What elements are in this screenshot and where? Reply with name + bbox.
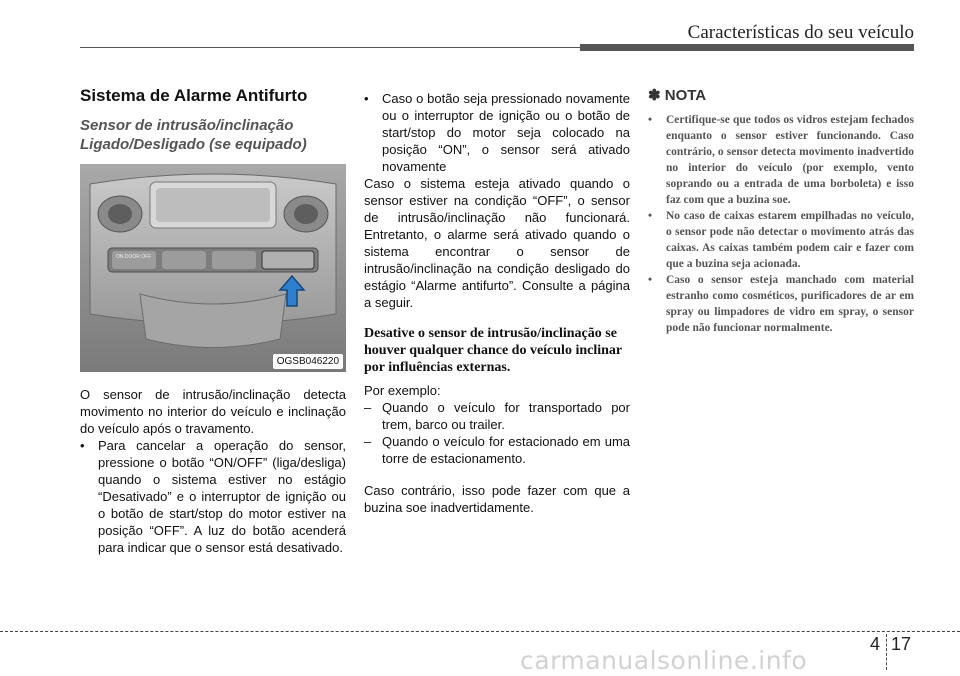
list-item-text: Caso o botão seja pressionado novamente ou o interruptor de ignição ou o botão de start/stop do motor seja colocado na posição “ON”, o sensor será ativado novamente [382, 91, 630, 174]
paragraph: Caso o sistema esteja ativado quando o sensor estiver na condição “OFF”, o sensor de intrusão/inclinação não funcionará. Entretanto, o alarme será ativado quando o sistema encontrar o sensor de intrusão/inclinação na condição desligado do estágio “Alarme antifurto”. Consulte a página a seguir. [364, 176, 630, 310]
list-item-text: Caso o sensor esteja manchado com material estranho como cosméticos, purificadores de ar em spray ou limpadores de vidro em spray, o sensor pode não funcionar normalmente. [666, 274, 914, 334]
watermark: carmanualsonline.info [520, 646, 808, 675]
list-item [364, 399, 630, 433]
list-item [80, 437, 346, 556]
intro-paragraph: O sensor de intrusão/inclinação detecta movimento no interior do veículo e inclinação do veículo após o travamento. [80, 387, 346, 436]
page-number-separator [886, 634, 887, 670]
column-3 [648, 86, 914, 336]
bullet-marker: • [364, 91, 369, 106]
dash-marker: – [364, 434, 372, 449]
header-title: Características do seu veículo [687, 22, 914, 43]
bullet-marker: • [648, 114, 653, 126]
column-1 [80, 86, 346, 556]
list-item [648, 208, 914, 272]
figure-code: OGSB046220 [273, 354, 343, 369]
section-subheading: Sensor de intrusão/inclinação Ligado/Desligado (se equipado) [80, 117, 307, 153]
list-item-text: No caso de caixas estarem empilhadas no veículo, o sensor pode não detectar o movimento atrás das caixas. As caixas também podem cair e fazer com que a buzina seja acionada. [666, 210, 914, 270]
note-title: ✽ NOTA [648, 87, 707, 104]
door-button-label: ON DOOR OFF [116, 254, 152, 260]
list-item-text: Para cancelar a operação do sensor, pressione o botão “ON/OFF” (liga/desliga) quando o sistema estiver no estágio “Desativado” e o interruptor de ignição ou o botão de start/stop do motor estiver na posição “OFF”. A luz do botão acenderá para indicar que o sensor está desativado. [98, 438, 346, 555]
bullet-list [80, 437, 346, 556]
bullet-marker: • [648, 274, 653, 286]
bullet-marker: • [80, 438, 85, 453]
example-label: Por exemplo: [364, 383, 441, 398]
overhead-console-photo [80, 164, 346, 372]
paragraph: Caso contrário, isso pode fazer com que a buzina soe inadvertidamente. [364, 483, 630, 515]
column-2 [364, 90, 630, 516]
chapter-number: 4 [870, 634, 881, 654]
list-item [364, 433, 630, 467]
list-item [648, 112, 914, 208]
overhead-console-illustration [80, 164, 346, 372]
note-list [648, 112, 914, 336]
list-item [364, 90, 630, 175]
list-item-text: Quando o veículo for transportado por trem, barco ou trailer. [382, 400, 630, 432]
dash-marker: – [364, 400, 372, 415]
list-item-text: Certifique-se que todos os vidros estejam fechados enquanto o sensor estiver funcionando. Caso contrário, o sensor detecta movimento inadvertido no interior do veículo (por exemplo, vento soprando ou a entrada de uma borboleta) e isso faz com que a buzina soe. [666, 114, 914, 206]
bullet-list [364, 90, 630, 175]
warning-heading: Desative o sensor de intrusão/inclinação se houver qualquer chance do veículo inclinar por influências externas. [364, 326, 622, 375]
page-number: 17 [891, 634, 912, 654]
footer-rule [0, 631, 960, 632]
section-heading: Sistema de Alarme Antifurto [80, 86, 308, 105]
list-item [648, 272, 914, 336]
example-list [364, 399, 630, 467]
bullet-marker: • [648, 210, 653, 222]
list-item-text: Quando o veículo for estacionado em uma torre de estacionamento. [382, 434, 630, 466]
header-accent-bar [580, 44, 914, 51]
